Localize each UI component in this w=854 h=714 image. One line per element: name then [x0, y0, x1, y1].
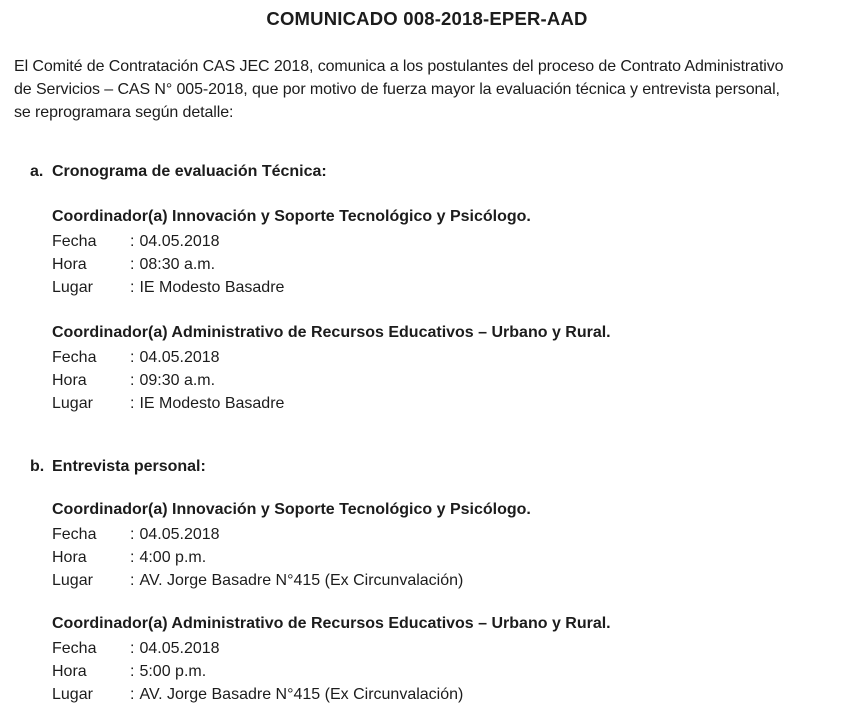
schedule-block [52, 498, 840, 592]
row-label: Hora [52, 663, 87, 680]
section-heading [14, 455, 840, 478]
schedule-row [52, 660, 840, 683]
row-colon: : [130, 395, 135, 412]
row-label: Hora [52, 549, 87, 566]
row-value: 09:30 a.m. [139, 372, 216, 389]
row-value: AV. Jorge Basadre N°415 (Ex Circunvalación) [139, 572, 464, 589]
row-value: IE Modesto Basadre [139, 395, 285, 412]
row-colon: : [130, 526, 135, 543]
schedule-row [52, 683, 840, 706]
row-value: AV. Jorge Basadre N°415 (Ex Circunvalación) [139, 686, 464, 703]
row-value: 04.05.2018 [139, 640, 220, 657]
row-value: 4:00 p.m. [139, 549, 207, 566]
row-value: 5:00 p.m. [139, 663, 207, 680]
schedule-block [52, 205, 840, 299]
section-marker: b. [30, 458, 45, 475]
schedule-row [52, 523, 840, 546]
row-value: 04.05.2018 [139, 526, 220, 543]
schedule-row [52, 369, 840, 392]
row-label: Lugar [52, 572, 93, 589]
page-title: COMUNICADO 008-2018-EPER-AAD [266, 8, 588, 29]
schedule-row [52, 637, 840, 660]
schedule-row [52, 253, 840, 276]
row-label: Fecha [52, 233, 97, 250]
row-label: Lugar [52, 279, 93, 296]
schedule-row [52, 346, 840, 369]
section-evaluacion-tecnica [14, 160, 840, 415]
row-label: Lugar [52, 395, 93, 412]
row-colon: : [130, 686, 135, 703]
section-heading-text: Entrevista personal: [52, 458, 206, 475]
row-value: 04.05.2018 [139, 349, 220, 366]
section-entrevista-personal [14, 455, 840, 706]
row-colon: : [130, 663, 135, 680]
intro-line: El Comité de Contratación CAS JEC 2018, comunica a los postulantes del proceso de Contrato Administrativo [14, 58, 784, 75]
row-colon: : [130, 372, 135, 389]
row-colon: : [130, 279, 135, 296]
block-title: Coordinador(a) Innovación y Soporte Tecnológico y Psicólogo. [52, 501, 531, 518]
row-colon: : [130, 233, 135, 250]
row-label: Hora [52, 372, 87, 389]
row-label: Fecha [52, 349, 97, 366]
block-title: Coordinador(a) Administrativo de Recursos Educativos – Urbano y Rural. [52, 324, 611, 341]
row-colon: : [130, 640, 135, 657]
block-title: Coordinador(a) Innovación y Soporte Tecnológico y Psicólogo. [52, 208, 531, 225]
row-label: Hora [52, 256, 87, 273]
schedule-row [52, 569, 840, 592]
schedule-row [52, 546, 840, 569]
schedule-row [52, 276, 840, 299]
intro-paragraph [14, 55, 840, 124]
intro-line: de Servicios – CAS N° 005-2018, que por motivo de fuerza mayor la evaluación técnica y entrevista personal, [14, 81, 780, 98]
row-value: IE Modesto Basadre [139, 279, 285, 296]
row-colon: : [130, 256, 135, 273]
schedule-row [52, 230, 840, 253]
row-colon: : [130, 549, 135, 566]
row-value: 08:30 a.m. [139, 256, 216, 273]
row-value: 04.05.2018 [139, 233, 220, 250]
block-title: Coordinador(a) Administrativo de Recursos Educativos – Urbano y Rural. [52, 615, 611, 632]
schedule-block [52, 612, 840, 706]
section-heading [14, 160, 840, 183]
intro-line: se reprogramara según detalle: [14, 104, 234, 121]
section-heading-text: Cronograma de evaluación Técnica: [52, 163, 327, 180]
row-label: Fecha [52, 526, 97, 543]
section-marker: a. [30, 163, 44, 180]
row-label: Fecha [52, 640, 97, 657]
schedule-row [52, 392, 840, 415]
row-colon: : [130, 572, 135, 589]
row-label: Lugar [52, 686, 93, 703]
schedule-block [52, 321, 840, 415]
row-colon: : [130, 349, 135, 366]
